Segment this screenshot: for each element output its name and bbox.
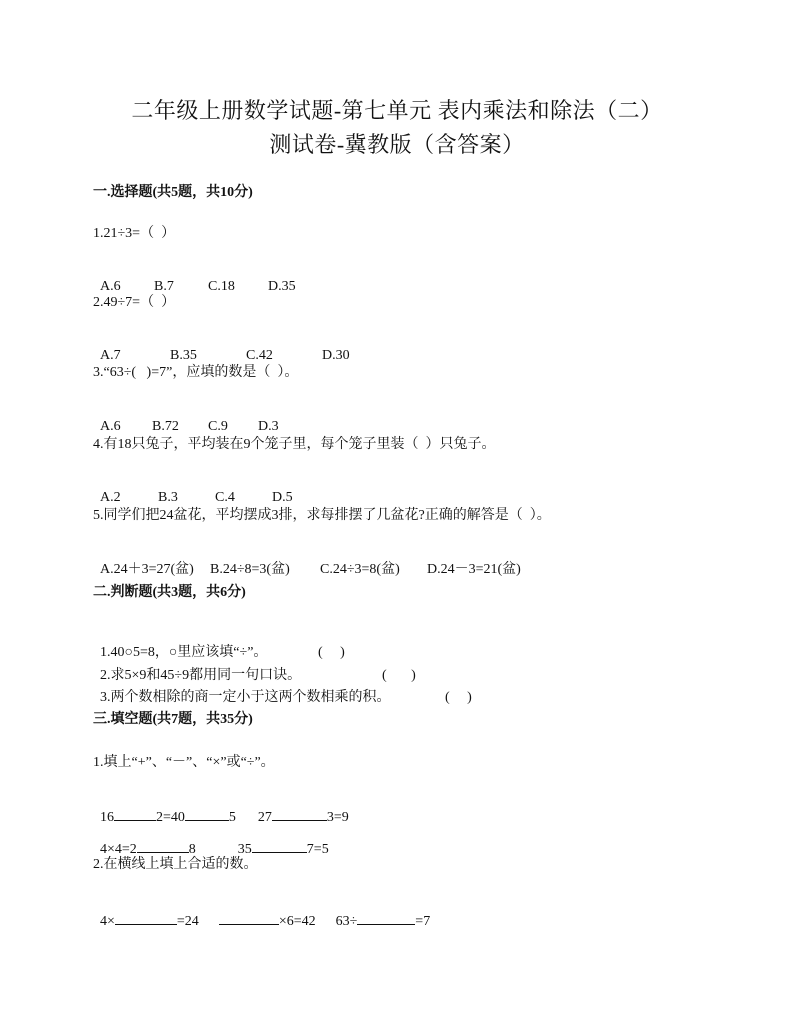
option: A.7 [100,348,121,363]
answer-blank[interactable] [357,912,415,925]
fill-text: 63÷ [335,914,358,929]
question-stem: 4.有18只兔子，平均装在9个笼子里，每个笼子里装（ ）只兔子。 [93,437,496,452]
fill-text: 4×4=2 [100,842,137,857]
fill-text: 3=9 [326,810,349,825]
judge-mark: ( ) [382,668,416,683]
question-stem: 1.21÷3=（ ） [93,226,176,241]
option: B.35 [170,348,197,363]
options-row [93,329,350,365]
judge-stem: 2.求5×9和45÷9都用同一句口诀。 [100,668,302,683]
option: D.24－3=21(盆) [427,562,521,577]
option: A.6 [100,419,121,434]
option: C.4 [215,490,235,505]
options-row [93,260,296,296]
judge-mark: ( ) [445,690,472,705]
fill-text: 35 [237,842,252,857]
answer-blank[interactable] [252,840,307,853]
fill-text: 27 [257,810,272,825]
option: D.30 [322,348,350,363]
option: A.6 [100,279,121,294]
options-row [93,400,279,436]
fill-text: =24 [176,914,199,929]
fill-text: =7 [415,914,431,929]
option: B.3 [158,490,178,505]
question-stem: 5.同学们把24盆花，平均摆成3排，求每排摆了几盆花?正确的解答是（ ）。 [93,508,551,523]
options-row [93,543,521,579]
answer-blank[interactable] [219,912,279,925]
option: A.24＋3=27(盆) [100,562,194,577]
option: D.3 [258,419,279,434]
fill-row [93,822,329,859]
fill-text: ×6=42 [278,914,316,929]
option: D.35 [268,279,296,294]
question-stem: 2.在横线上填上合适的数。 [93,857,258,872]
page-title-line-2: 测试卷-冀教版（含答案） [269,132,525,157]
fill-text: 5 [228,810,236,825]
answer-blank[interactable] [115,912,177,925]
question-stem: 3.“63÷( )=7”，应填的数是（ ）。 [93,365,299,380]
section-heading-judge: 二.判断题(共3题，共6分) [93,585,246,600]
option: C.42 [246,348,273,363]
fill-text: 4× [100,914,115,929]
option: B.24÷8=3(盆) [210,562,290,577]
fill-text: 2=40 [156,810,185,825]
options-row [93,471,293,507]
page-title-line-1: 二年级上册数学试题-第七单元 表内乘法和除法（二） [131,98,663,123]
option: D.5 [272,490,293,505]
question-stem: 1.填上“+”、“－”、“×”或“÷”。 [93,755,275,770]
section-heading-choice: 一.选择题(共5题，共10分) [93,185,253,200]
fill-row [93,894,430,931]
answer-blank[interactable] [185,808,229,821]
fill-text: 16 [100,810,114,825]
option: C.18 [208,279,235,294]
judge-stem: 3.两个数相除的商一定小于这两个数相乘的积。 [100,690,391,705]
answer-blank[interactable] [272,808,327,821]
option: A.2 [100,490,121,505]
fill-text: 8 [188,842,196,857]
option: C.9 [208,419,228,434]
judge-item [93,671,472,707]
answer-blank[interactable] [137,840,189,853]
answer-blank[interactable] [114,808,156,821]
question-stem: 2.49÷7=（ ） [93,295,176,310]
section-heading-fill: 三.填空题(共7题，共35分) [93,712,253,727]
judge-stem: 1.40○5=8，○里应该填“÷”。 [100,645,268,660]
option: B.7 [154,279,174,294]
option: B.72 [152,419,179,434]
fill-text: 7=5 [306,842,329,857]
option: C.24÷3=8(盆) [320,562,400,577]
judge-mark: ( ) [318,645,345,660]
